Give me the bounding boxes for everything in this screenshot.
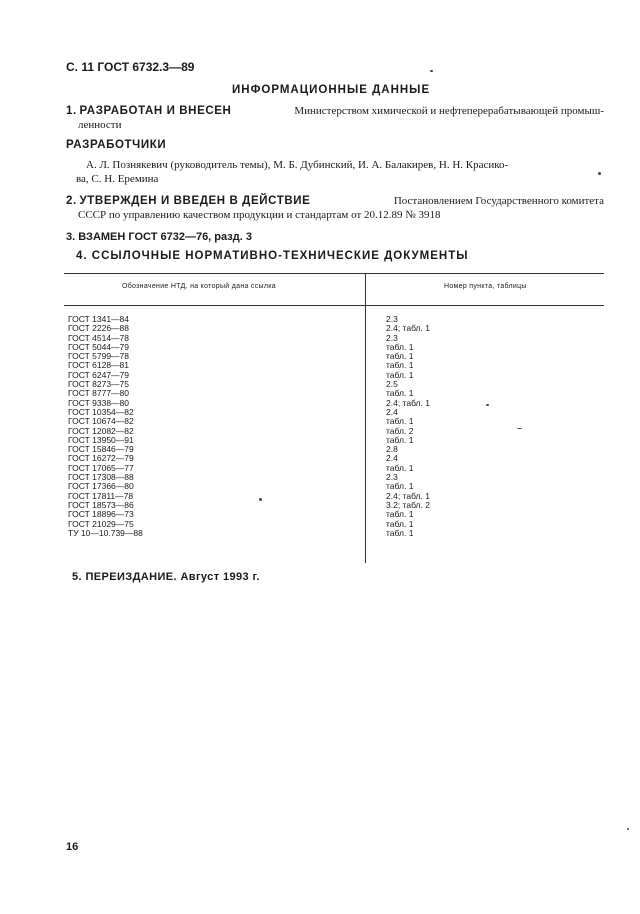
table-column-divider <box>365 273 366 563</box>
table-cell-ref: 2.4; табл. 1 <box>386 323 430 334</box>
item5-text: ПЕРЕИЗДАНИЕ. Август 1993 г. <box>85 571 260 583</box>
item-reissue <box>72 571 260 583</box>
table-doc-column <box>68 315 143 538</box>
table-cell-doc: ГОСТ 5799—78 <box>68 351 130 362</box>
item4-number: 4. <box>76 250 88 262</box>
table-cell-ref: 2.3 <box>386 332 398 343</box>
table-cell-ref: 2.4 <box>386 406 398 417</box>
table-cell-doc: ГОСТ 17366—80 <box>68 481 134 492</box>
item3-text: ВЗАМЕН ГОСТ 6732—76, разд. 3 <box>78 231 252 243</box>
table-cell-doc: ГОСТ 9338—80 <box>68 397 130 408</box>
item2-text-line1: Постановлением Государственного комитета <box>393 195 604 207</box>
table-cell-ref: табл. 1 <box>386 462 414 473</box>
table-cell-ref: табл. 1 <box>386 388 414 399</box>
table-cell-doc: ГОСТ 17811—78 <box>68 490 134 501</box>
item1-heading: РАЗРАБОТАН И ВНЕСЕН <box>79 105 232 117</box>
scan-speck <box>598 172 601 175</box>
table-cell-ref: табл. 1 <box>386 481 414 492</box>
table-cell-doc: ГОСТ 10354—82 <box>68 406 134 417</box>
table-cell-doc: ГОСТ 8273—75 <box>68 379 130 390</box>
item1-number: 1. <box>66 105 77 117</box>
table-cell-ref: табл. 1 <box>386 341 414 352</box>
table-cell-doc: ГОСТ 21029—75 <box>68 518 134 529</box>
table-cell-ref: 2.3 <box>386 472 398 483</box>
table-cell-doc: ГОСТ 1341—84 <box>68 314 130 324</box>
table-cell-ref: табл. 1 <box>386 434 414 445</box>
table-col2-header: Номер пункта, таблицы <box>444 283 527 290</box>
table-cell-ref: табл. 1 <box>386 351 414 362</box>
table-cell-ref: 2.3 <box>386 314 398 324</box>
table-cell-doc: ГОСТ 6247—79 <box>68 369 130 380</box>
scan-speck <box>486 404 489 406</box>
table-ref-column <box>386 315 430 538</box>
table-cell-doc: ГОСТ 4514—78 <box>68 332 130 343</box>
table-cell-doc: ГОСТ 12082—82 <box>68 425 134 436</box>
table-cell-doc: ГОСТ 18896—73 <box>68 509 134 520</box>
item1-text-line2: ленности <box>78 119 122 131</box>
table-cell-ref: 2.4; табл. 1 <box>386 490 430 501</box>
item4-heading: ССЫЛОЧНЫЕ НОРМАТИВНО-ТЕХНИЧЕСКИЕ ДОКУМЕНТЫ <box>91 250 469 262</box>
table-cell-doc: ГОСТ 17308—88 <box>68 472 134 483</box>
table-header-rule <box>64 305 604 306</box>
section-title: ИНФОРМАЦИОННЫЕ ДАННЫЕ <box>232 84 431 96</box>
table-cell-ref: 2.4 <box>386 453 398 464</box>
table-cell-ref: табл. 1 <box>386 509 414 520</box>
scan-speck <box>517 428 522 429</box>
table-cell-doc: ГОСТ 6128—81 <box>68 360 130 371</box>
item2-heading: УТВЕРЖДЕН И ВВЕДЕН В ДЕЙСТВИЕ <box>79 195 311 207</box>
item-approved <box>66 194 604 222</box>
page-number: 16 <box>66 841 79 853</box>
scan-speck <box>259 498 262 501</box>
table-cell-doc: ТУ 10—10.739—88 <box>68 527 143 538</box>
table-cell-doc: ГОСТ 2226—88 <box>68 323 130 334</box>
developers-line2: ва, С. Н. Еремина <box>76 173 159 185</box>
table-cell-doc: ГОСТ 5044—79 <box>68 341 130 352</box>
item-developed-by <box>66 104 604 132</box>
table-cell-ref: 2.8 <box>386 444 398 455</box>
item2-number: 2. <box>66 195 77 207</box>
item-references <box>76 250 469 262</box>
table-cell-doc: ГОСТ 17065—77 <box>68 462 134 473</box>
page-header: С. 11 ГОСТ 6732.3—89 <box>66 60 195 74</box>
table-cell-ref: табл. 1 <box>386 416 414 427</box>
table-top-rule <box>64 273 604 274</box>
table-cell-doc: ГОСТ 18573—86 <box>68 499 134 510</box>
table-cell-ref: табл. 2 <box>386 425 414 436</box>
table-cell-doc: ГОСТ 16272—79 <box>68 453 134 464</box>
table-cell-ref: 3.2; табл. 2 <box>386 499 430 510</box>
table-cell-ref: 2.4; табл. 1 <box>386 397 430 408</box>
developers-heading: РАЗРАБОТЧИКИ <box>66 139 167 151</box>
table-cell-doc: ГОСТ 8777—80 <box>68 388 130 399</box>
table-col1-header: Обозначение НТД, на который дана ссылка <box>122 283 276 290</box>
table-cell-doc: ГОСТ 10674—82 <box>68 416 134 427</box>
developers-line1: А. Л. Познякевич (руководитель темы), М. Б. Дубинский, И. А. Балакирев, Н. Н. Красико- <box>86 159 509 171</box>
table-cell-ref: 2.5 <box>386 379 398 390</box>
table-cell-doc: ГОСТ 13950—91 <box>68 434 134 445</box>
item3-number: 3. <box>66 231 76 243</box>
developers-list <box>76 158 602 186</box>
scan-speck <box>627 828 629 830</box>
scan-speck <box>430 70 433 72</box>
table-cell-ref: табл. 1 <box>386 360 414 371</box>
table-cell-doc: ГОСТ 15846—79 <box>68 444 134 455</box>
table-cell-ref: табл. 1 <box>386 527 414 538</box>
table-cell-ref: табл. 1 <box>386 518 414 529</box>
table-cell-ref: табл. 1 <box>386 369 414 380</box>
item1-text-line1: Министерством химической и нефтеперерабатывающей промыш- <box>294 105 604 117</box>
item2-text-line2: СССР по управлению качеством продукции и стандартам от 20.12.89 № 3918 <box>78 209 441 221</box>
item5-number: 5. <box>72 571 82 583</box>
item-replaces <box>66 231 252 243</box>
